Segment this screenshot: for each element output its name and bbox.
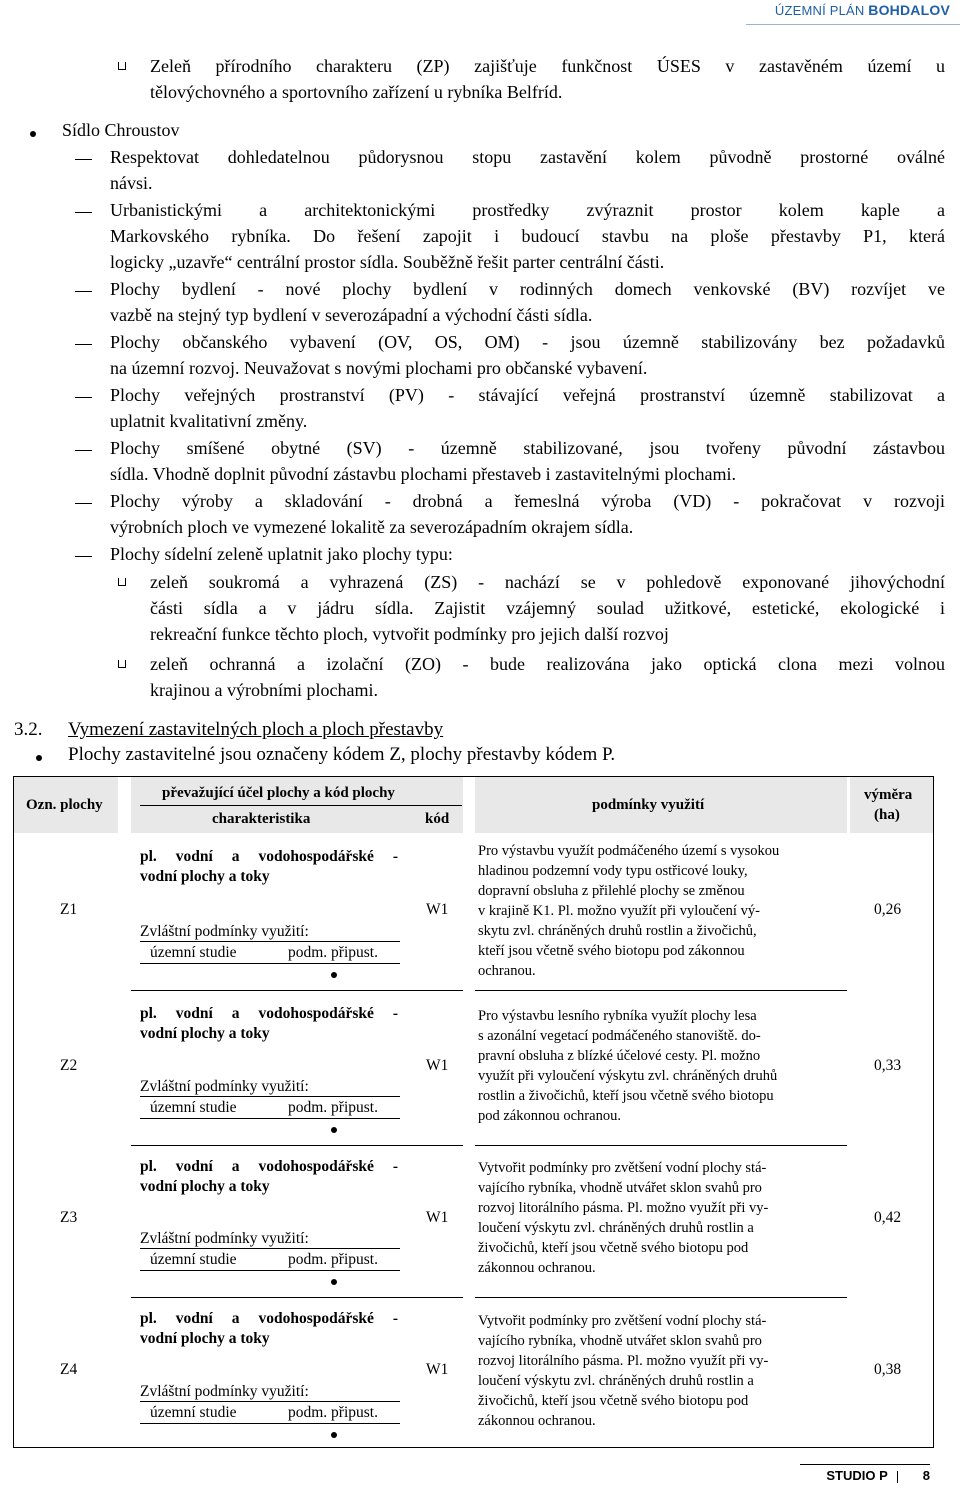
header-rule (746, 24, 960, 25)
row-char-2: vodní plochy a toky (140, 868, 270, 885)
header-ucel: převažující účel plochy a kód plochy (162, 785, 395, 801)
row-studie: územní studie (150, 944, 237, 961)
square-bullet-icon (118, 660, 126, 668)
row-divider (140, 1270, 400, 1271)
row-conditions (478, 1158, 840, 1278)
condition-line: zákonnou ochranou. (478, 1413, 596, 1429)
d2-line-2: Markovského rybníka. Do řešení zapojit i budoucí stavbu na ploše přestavby P1, která (110, 226, 945, 246)
row-char-2: vodní plochy a toky (140, 1330, 270, 1347)
header-vymera-1: výměra (864, 787, 913, 803)
condition-line: pravní obsluha z blízké účelové cesty. Pl. možno (478, 1048, 761, 1064)
s2-line-2: krajinou a výrobními plochami. (150, 680, 378, 700)
condition-line: Vytvořit podmínky pro zvětšení vodní plochy stá- (478, 1313, 767, 1329)
row-kod: W1 (426, 1361, 449, 1378)
header-divider (140, 805, 462, 806)
row-char-1: pl. vodní a vodohospodářské - (140, 848, 398, 865)
bullet-icon (331, 972, 337, 978)
row-divider (140, 1248, 400, 1249)
row-kod: W1 (426, 901, 449, 918)
dash-icon (75, 212, 92, 213)
condition-line: loučení výskytu zvl. chráněných druhů rostlin a (478, 1373, 754, 1389)
condition-line: využít při vyloučení výskytu zvl. chráněných druhů (478, 1068, 778, 1084)
row-divider (475, 990, 847, 991)
dash-icon (75, 556, 92, 557)
row-area: 0,26 (874, 901, 902, 918)
row-pripust: podm. připust. (288, 1404, 378, 1421)
row-divider (140, 1423, 400, 1424)
s1-line-2: části sídla a v jádru sídla. Zajistit vzájemný soulad užitkové, estetické, ekologické i (150, 598, 945, 618)
condition-line: dopravní obsluha z přilehlé plochy se změnou (478, 883, 745, 899)
d8-line-1: Plochy sídelní zeleně uplatnit jako plochy typu: (110, 544, 453, 564)
row-char-2: vodní plochy a toky (140, 1178, 270, 1195)
dash-icon (75, 291, 92, 292)
footer-rule (800, 1464, 930, 1465)
dash-icon (75, 397, 92, 398)
header-podminky: podmínky využití (592, 797, 705, 813)
row-divider (140, 1118, 400, 1119)
row-char-1: pl. vodní a vodohospodářské - (140, 1310, 398, 1327)
row-divider (131, 990, 463, 991)
page-footer (826, 1468, 930, 1483)
condition-line: Vytvořit podmínky pro zvětšení vodní plochy stá- (478, 1160, 767, 1176)
header-prefix: ÚZEMNÍ PLÁN (774, 3, 865, 18)
row-studie: územní studie (150, 1404, 237, 1421)
bullet-icon (30, 131, 36, 137)
d4-line-2: na územní rozvoj. Neuvažovat s novými plochami pro občanské vybavení. (110, 358, 648, 378)
s2-line-1: zeleň ochranná a izolační (ZO) - bude realizována jako optická clona mezi volnou (150, 654, 945, 674)
square-bullet-icon (118, 62, 126, 70)
d5-line-1: Plochy veřejných prostranství (PV) - stávající veřejná prostranství územně stabilizovat a (110, 385, 945, 405)
condition-line: rozvoj litorálního pásma. Pl. možno využít při vy- (478, 1200, 769, 1216)
row-divider (475, 1297, 847, 1298)
row-char-2: vodní plochy a toky (140, 1025, 270, 1042)
header-kod: kód (425, 811, 450, 827)
d6-line-1: Plochy smíšené obytné (SV) - územně stabilizované, jsou tvořeny původní zástavbou (110, 438, 945, 458)
condition-line: skytu zvl. chráněných druhů rostlin a živočichů, (478, 923, 757, 939)
d6-line-2: sídla. Vhodně doplnit původní zástavbu plochami přestaveb i zastavitelnými plochami. (110, 464, 737, 484)
row-conditions (478, 841, 840, 981)
d1-line-1: Respektovat dohledatelnou půdorysnou stopu zastavění kolem původně prostorné oválné (110, 147, 945, 167)
d2-line-3: logicky „uzavře“ centrální prostor sídla. Souběžně řešit parter centrální části. (110, 252, 665, 272)
condition-line: s azonální vegetací podmáčeného stanoviště. do- (478, 1028, 761, 1044)
dash-icon (75, 450, 92, 451)
bullet-icon (331, 1127, 337, 1133)
s1-line-1: zeleň soukromá a vyhrazená (ZS) - nachází se v pohledově exponované jihovýchodní (150, 572, 945, 592)
square-bullet-icon (118, 578, 126, 586)
row-ozn: Z1 (60, 901, 78, 918)
bullet-icon (36, 755, 42, 761)
condition-line: pod zákonnou ochranou. (478, 1108, 621, 1124)
d7-line-1: Plochy výroby a skladování - drobná a řemeslná výroba (VD) - pokračovat v rozvoji (110, 491, 945, 511)
zp-line-1: Zeleň přírodního charakteru (ZP) zajišťuje funkčnost ÚSES v zastavěném území u (150, 56, 945, 76)
row-kod: W1 (426, 1209, 449, 1226)
row-divider (140, 941, 400, 942)
footer-studio: STUDIO P (826, 1468, 888, 1483)
row-area: 0,38 (874, 1361, 902, 1378)
row-divider (131, 1297, 463, 1298)
row-ozn: Z3 (60, 1209, 78, 1226)
header-charakteristika: charakteristika (212, 811, 311, 827)
zp-line-2: tělovýchovného a sportovního zařízení u rybníka Belfríd. (150, 82, 563, 102)
row-kod: W1 (426, 1057, 449, 1074)
row-pripust: podm. připust. (288, 944, 378, 961)
row-studie: územní studie (150, 1251, 237, 1268)
s1-line-3: rekreační funkce těchto ploch, vytvořit podmínky pro jejich další rozvoj (150, 624, 669, 644)
footer-page: 8 (922, 1468, 930, 1483)
condition-line: loučení výskytu zvl. chráněných druhů rostlin a (478, 1220, 754, 1236)
row-pripust: podm. připust. (288, 1251, 378, 1268)
row-divider (140, 1096, 400, 1097)
condition-line: Pro výstavbu využít podmáčeného území s vysokou (478, 843, 780, 859)
row-char-1: pl. vodní a vodohospodářské - (140, 1158, 398, 1175)
condition-line: živočichů, kteří jsou včetně svého biotopu pod (478, 1240, 749, 1256)
d3-line-2: vazbě na stejný typ bydlení v severozápadní a východní části sídla. (110, 305, 593, 325)
row-zvl: Zvláštní podmínky využití: (140, 923, 309, 940)
row-ozn: Z4 (60, 1361, 78, 1378)
row-divider (140, 963, 400, 964)
row-area: 0,33 (874, 1057, 902, 1074)
dash-icon (75, 159, 92, 160)
condition-line: hladinou podzemní vody typu ostřicové louky, (478, 863, 748, 879)
bullet-icon (331, 1279, 337, 1285)
row-area: 0,42 (874, 1209, 902, 1226)
row-conditions (478, 1006, 840, 1126)
row-studie: územní studie (150, 1099, 237, 1116)
condition-line: rostlin a živočichů, kteří jsou včetně svého biotopu (478, 1088, 774, 1104)
d2-line-1: Urbanistickými a architektonickými prostředky zvýraznit prostor kolem kaple a (110, 200, 945, 220)
section-bullet-text: Plochy zastavitelné jsou označeny kódem Z, plochy přestavby kódem P. (68, 744, 616, 765)
condition-line: ochranou. (478, 963, 536, 979)
row-pripust: podm. připust. (288, 1099, 378, 1116)
d3-line-1: Plochy bydlení - nové plochy bydlení v rodinných domech venkovské (BV) rozvíjet ve (110, 279, 945, 299)
condition-line: v krajině K1. Pl. možno využít při vyloučení vý- (478, 903, 760, 919)
header-ozn: Ozn. plochy (26, 797, 103, 813)
bullet-icon (331, 1432, 337, 1438)
dash-icon (75, 503, 92, 504)
header-vymera-2: (ha) (874, 807, 900, 823)
row-divider (131, 1145, 463, 1146)
condition-line: rozvoj litorálního pásma. Pl. možno využít při vy- (478, 1353, 769, 1369)
row-zvl: Zvláštní podmínky využití: (140, 1383, 309, 1400)
row-divider (475, 1145, 847, 1146)
row-char-1: pl. vodní a vodohospodářské - (140, 1005, 398, 1022)
condition-line: živočichů, kteří jsou včetně svého biotopu pod (478, 1393, 749, 1409)
d4-line-1: Plochy občanského vybavení (OV, OS, OM) - jsou územně stabilizovány bez požadavků (110, 332, 945, 352)
row-divider (140, 1401, 400, 1402)
condition-line: vajícího rybníka, vhodně utvářet sklon svahů pro (478, 1333, 762, 1349)
condition-line: zákonnou ochranou. (478, 1260, 596, 1276)
chroustov-title: Sídlo Chroustov (62, 120, 180, 140)
d5-line-2: uplatnit kvalitativní změny. (110, 411, 308, 431)
row-ozn: Z2 (60, 1057, 78, 1074)
section-title: Vymezení zastavitelných ploch a ploch přestavby (68, 719, 444, 740)
condition-line: kteří jsou včetně svého biotopu pod zákonnou (478, 943, 745, 959)
footer-separator (897, 1471, 919, 1483)
header-name: BOHDALOV (868, 2, 950, 18)
row-zvl: Zvláštní podmínky využití: (140, 1230, 309, 1247)
condition-line: Pro výstavbu lesního rybníka využít plochy lesa (478, 1008, 757, 1024)
dash-icon (75, 344, 92, 345)
condition-line: vajícího rybníka, vhodně utvářet sklon svahů pro (478, 1180, 762, 1196)
d1-line-2: návsi. (110, 173, 153, 193)
row-conditions (478, 1311, 840, 1431)
row-zvl: Zvláštní podmínky využití: (140, 1078, 309, 1095)
page-header (775, 2, 950, 18)
d7-line-2: výrobních ploch ve vymezené lokalitě za severozápadním okrajem sídla. (110, 517, 634, 537)
section-number: 3.2. (14, 719, 43, 740)
